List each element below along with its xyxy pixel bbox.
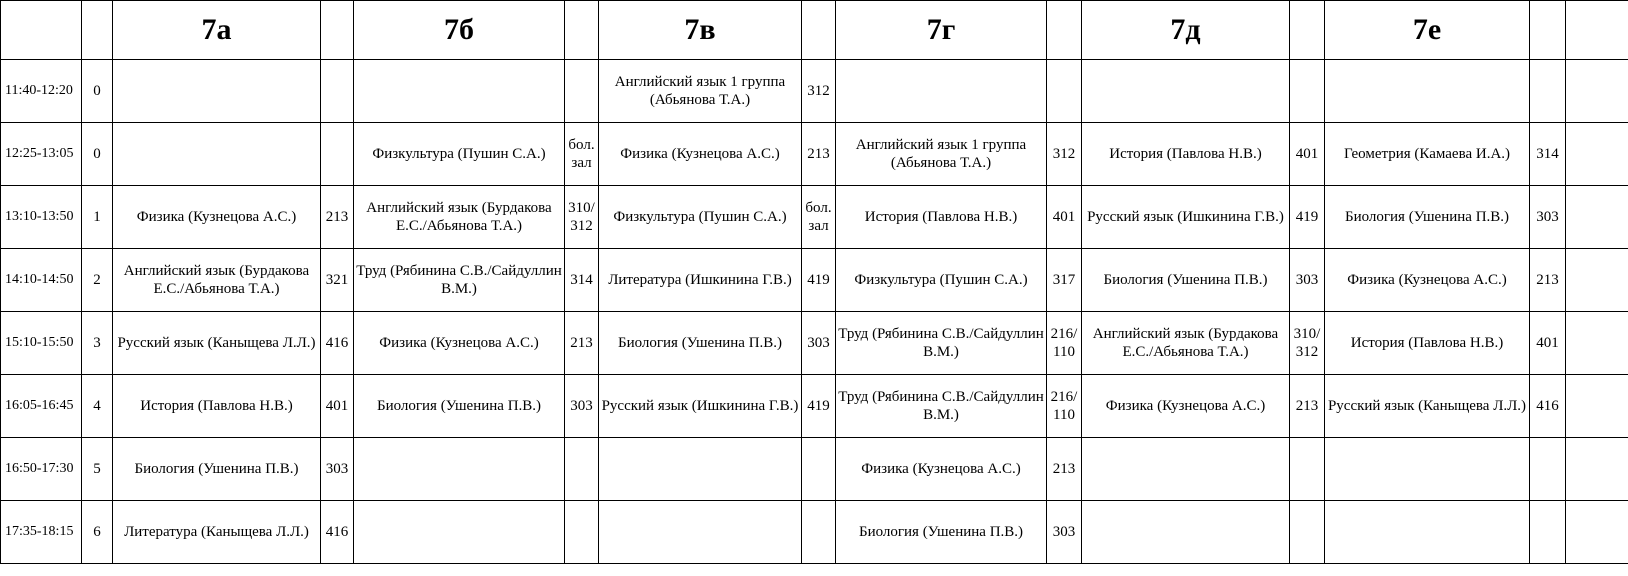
subject-cell: Физика (Кузнецова А.С.) <box>836 438 1047 501</box>
room-cell: 303 <box>321 438 354 501</box>
lesson-number: 1 <box>82 186 113 249</box>
room-cell: 401 <box>321 375 354 438</box>
subject-cell: Русский язык (Ишкинина Г.В.) <box>1082 186 1290 249</box>
subject-cell: Физика (Кузнецова А.С.) <box>599 123 802 186</box>
subject-cell: Труд (Рябинина С.В./Сайдуллин В.М.) <box>836 312 1047 375</box>
room-cell <box>565 501 599 564</box>
subject-cell: Английский язык (Бурдакова Е.С./Абьянова Т.А.) <box>354 186 565 249</box>
room-cell: 216/ 110 <box>1047 375 1082 438</box>
room-cell <box>1290 60 1325 123</box>
class-header-room-spacer <box>565 1 599 60</box>
room-cell: бол. зал <box>802 186 836 249</box>
subject-cell <box>1325 501 1530 564</box>
lesson-row <box>1 312 1628 375</box>
subject-cell: Английский язык 1 группа (Абьянова Т.А.) <box>599 60 802 123</box>
room-cell <box>321 60 354 123</box>
subject-cell: История (Павлова Н.В.) <box>1325 312 1530 375</box>
room-cell: 213 <box>321 186 354 249</box>
room-cell <box>1530 438 1566 501</box>
room-cell: 401 <box>1047 186 1082 249</box>
subject-cell: Физкультура (Пушин С.А.) <box>354 123 565 186</box>
subject-cell: Биология (Ушенина П.В.) <box>599 312 802 375</box>
room-cell: 213 <box>565 312 599 375</box>
header-time-cell <box>1 1 82 60</box>
class-header-room-spacer <box>802 1 836 60</box>
lesson-number: 0 <box>82 60 113 123</box>
class-header: 7е <box>1325 1 1530 60</box>
trailing-cell <box>1566 1 1628 60</box>
trailing-cell <box>1566 438 1628 501</box>
lesson-number: 4 <box>82 375 113 438</box>
subject-cell <box>1082 60 1290 123</box>
trailing-cell <box>1566 501 1628 564</box>
lesson-row <box>1 249 1628 312</box>
subject-cell <box>1325 60 1530 123</box>
lesson-row <box>1 375 1628 438</box>
subject-cell: Английский язык 1 группа (Абьянова Т.А.) <box>836 123 1047 186</box>
subject-cell: Биология (Ушенина П.В.) <box>113 438 321 501</box>
room-cell: 401 <box>1290 123 1325 186</box>
trailing-cell <box>1566 312 1628 375</box>
room-cell: 213 <box>802 123 836 186</box>
subject-cell: Русский язык (Каныщева Л.Л.) <box>113 312 321 375</box>
lesson-row <box>1 186 1628 249</box>
subject-cell: Физика (Кузнецова А.С.) <box>1325 249 1530 312</box>
class-header-room-spacer <box>1530 1 1566 60</box>
room-cell: 213 <box>1530 249 1566 312</box>
subject-cell <box>1325 438 1530 501</box>
trailing-cell <box>1566 60 1628 123</box>
room-cell <box>1290 501 1325 564</box>
room-cell: 312 <box>1047 123 1082 186</box>
subject-cell <box>836 60 1047 123</box>
trailing-cell <box>1566 375 1628 438</box>
room-cell: 303 <box>1530 186 1566 249</box>
room-cell: 303 <box>802 312 836 375</box>
room-cell <box>802 438 836 501</box>
class-header-room-spacer <box>321 1 354 60</box>
subject-cell <box>1082 438 1290 501</box>
class-header: 7в <box>599 1 802 60</box>
lesson-row <box>1 438 1628 501</box>
room-cell: 216/ 110 <box>1047 312 1082 375</box>
room-cell: 419 <box>1290 186 1325 249</box>
room-cell: 419 <box>802 249 836 312</box>
room-cell: 303 <box>1290 249 1325 312</box>
room-cell: 303 <box>565 375 599 438</box>
lesson-number: 2 <box>82 249 113 312</box>
subject-cell: Биология (Ушенина П.В.) <box>836 501 1047 564</box>
lesson-row <box>1 60 1628 123</box>
lesson-number: 0 <box>82 123 113 186</box>
header-num-cell <box>82 1 113 60</box>
subject-cell <box>113 123 321 186</box>
lesson-time: 15:10-15:50 <box>1 312 82 375</box>
lesson-time: 16:05-16:45 <box>1 375 82 438</box>
subject-cell: Русский язык (Ишкинина Г.В.) <box>599 375 802 438</box>
room-cell: 317 <box>1047 249 1082 312</box>
trailing-cell <box>1566 186 1628 249</box>
subject-cell: Физика (Кузнецова А.С.) <box>113 186 321 249</box>
lesson-time: 11:40-12:20 <box>1 60 82 123</box>
subject-cell: Физика (Кузнецова А.С.) <box>1082 375 1290 438</box>
subject-cell <box>599 501 802 564</box>
lesson-row <box>1 123 1628 186</box>
lesson-number: 3 <box>82 312 113 375</box>
class-header: 7г <box>836 1 1047 60</box>
subject-cell: Биология (Ушенина П.В.) <box>1325 186 1530 249</box>
subject-cell: Физкультура (Пушин С.А.) <box>599 186 802 249</box>
room-cell: 416 <box>1530 375 1566 438</box>
subject-cell <box>113 60 321 123</box>
subject-cell: История (Павлова Н.В.) <box>113 375 321 438</box>
class-header: 7а <box>113 1 321 60</box>
class-header-room-spacer <box>1290 1 1325 60</box>
room-cell: 419 <box>802 375 836 438</box>
room-cell: 314 <box>565 249 599 312</box>
room-cell <box>1530 60 1566 123</box>
subject-cell: Английский язык (Бурдакова Е.С./Абьянова Т.А.) <box>113 249 321 312</box>
room-cell <box>565 438 599 501</box>
subject-cell: Литература (Ишкинина Г.В.) <box>599 249 802 312</box>
lesson-number: 5 <box>82 438 113 501</box>
subject-cell: Биология (Ушенина П.В.) <box>354 375 565 438</box>
lesson-time: 14:10-14:50 <box>1 249 82 312</box>
room-cell <box>1047 60 1082 123</box>
room-cell: 401 <box>1530 312 1566 375</box>
subject-cell: Литература (Каныщева Л.Л.) <box>113 501 321 564</box>
room-cell: 416 <box>321 312 354 375</box>
subject-cell: Физика (Кузнецова А.С.) <box>354 312 565 375</box>
class-header: 7д <box>1082 1 1290 60</box>
subject-cell: Русский язык (Каныщева Л.Л.) <box>1325 375 1530 438</box>
subject-cell <box>354 438 565 501</box>
room-cell: 213 <box>1290 375 1325 438</box>
room-cell: 310/ 312 <box>1290 312 1325 375</box>
trailing-cell <box>1566 123 1628 186</box>
subject-cell <box>354 60 565 123</box>
room-cell: 314 <box>1530 123 1566 186</box>
subject-cell: История (Павлова Н.В.) <box>1082 123 1290 186</box>
room-cell: 321 <box>321 249 354 312</box>
subject-cell <box>1082 501 1290 564</box>
lesson-time: 17:35-18:15 <box>1 501 82 564</box>
subject-cell: Труд (Рябинина С.В./Сайдуллин В.М.) <box>354 249 565 312</box>
lesson-time: 12:25-13:05 <box>1 123 82 186</box>
room-cell <box>1530 501 1566 564</box>
room-cell <box>565 60 599 123</box>
subject-cell: История (Павлова Н.В.) <box>836 186 1047 249</box>
lesson-time: 16:50-17:30 <box>1 438 82 501</box>
subject-cell <box>599 438 802 501</box>
class-header: 7б <box>354 1 565 60</box>
lesson-time: 13:10-13:50 <box>1 186 82 249</box>
subject-cell: Биология (Ушенина П.В.) <box>1082 249 1290 312</box>
subject-cell: Геометрия (Камаева И.А.) <box>1325 123 1530 186</box>
room-cell: 213 <box>1047 438 1082 501</box>
subject-cell: Физкультура (Пушин С.А.) <box>836 249 1047 312</box>
trailing-cell <box>1566 249 1628 312</box>
room-cell <box>802 501 836 564</box>
room-cell: 416 <box>321 501 354 564</box>
subject-cell: Английский язык (Бурдакова Е.С./Абьянова Т.А.) <box>1082 312 1290 375</box>
subject-cell <box>354 501 565 564</box>
room-cell: 303 <box>1047 501 1082 564</box>
class-header-row <box>1 1 1628 60</box>
lesson-row <box>1 501 1628 564</box>
schedule-body <box>1 1 1628 564</box>
lesson-number: 6 <box>82 501 113 564</box>
subject-cell: Труд (Рябинина С.В./Сайдуллин В.М.) <box>836 375 1047 438</box>
room-cell <box>321 123 354 186</box>
room-cell: бол. зал <box>565 123 599 186</box>
class-header-room-spacer <box>1047 1 1082 60</box>
room-cell: 312 <box>802 60 836 123</box>
room-cell <box>1290 438 1325 501</box>
room-cell: 310/ 312 <box>565 186 599 249</box>
